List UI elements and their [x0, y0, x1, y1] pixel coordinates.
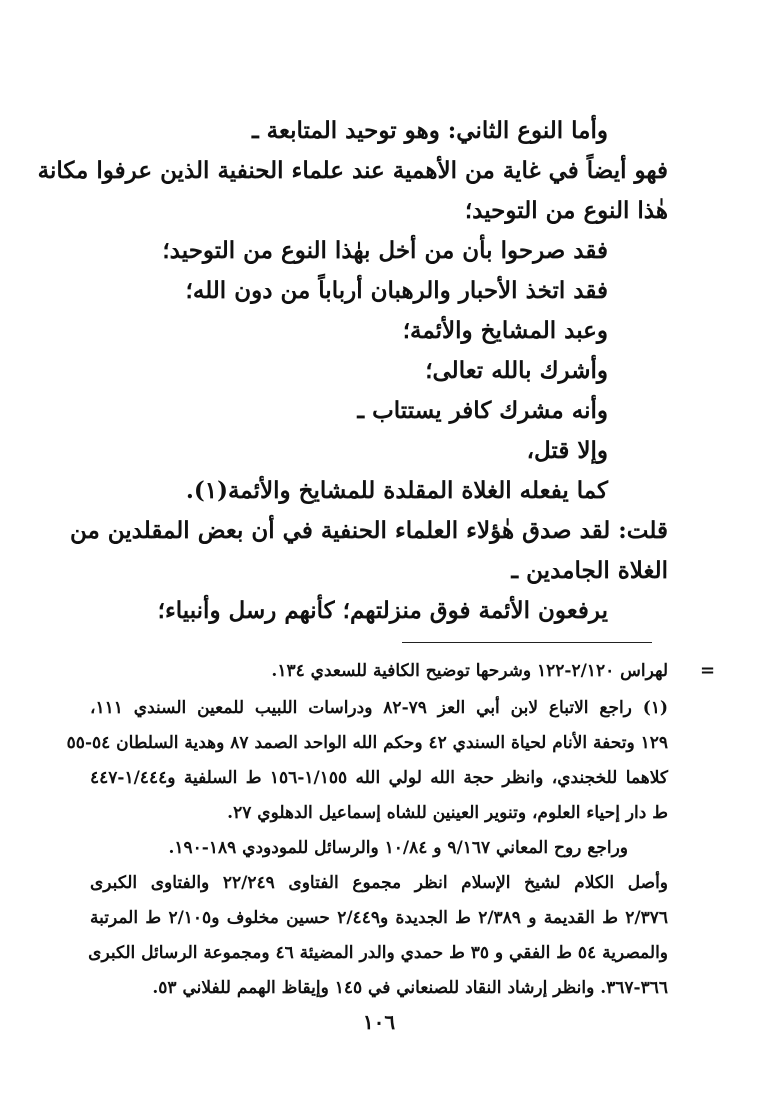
main-line-2: فهو أيضاً في غاية من الأهمية عند علماء الحنفية الذين عرفوا مكانة — [37, 157, 668, 184]
footnote-line-6: وراجع روح المعاني ٩/١٦٧ و ١٠/٨٤ والرسائل للمودودي ١٨٩-١٩٠. — [168, 838, 628, 858]
main-line-3: هٰذا النوع من التوحيد؛ — [464, 197, 668, 224]
footnote-line-4: كلاهما للخجندي، وانظر حجة الله لولي الله ١/١٥٥-١٥٦ ط السلفية و١/٤٤٤-٤٤٧ — [90, 768, 668, 788]
main-line-13: يرفعون الأئمة فوق منزلتهم؛ كأنهم رسل وأنبياء؛ — [157, 597, 608, 624]
footnote-line-5: ط دار إحياء العلوم، وتنوير العينين للشاه إسماعيل الدهلوي ٢٧. — [227, 803, 668, 823]
footnote-separator — [402, 642, 652, 643]
footnote-line-3: ١٢٩ وتحفة الأنام لحياة السندي ٤٢ وحكم الله الواحد الصمد ٨٧ وهدية السلطان ٥٤-٥٥ — [66, 733, 668, 753]
footnote-line-9: والمصرية ٥٤ ط الفقي و ٣٥ ط حمدي والدر المضيئة ٤٦ ومجموعة الرسائل الكبرى — [88, 943, 668, 963]
main-line-7: وأشرك بالله تعالى؛ — [425, 357, 608, 384]
footnote-line-7: وأصل الكلام لشيخ الإسلام انظر مجموع الفتاوى ٢٢/٢٤٩ والفتاوى الكبرى — [90, 873, 669, 893]
page-number: ١٠٦ — [362, 1010, 396, 1034]
footnote-continuation-marker: = — [700, 660, 716, 681]
main-line-5: فقد اتخذ الأحبار والرهبان أرباباً من دون الله؛ — [185, 277, 608, 304]
main-line-9: وإلا قتل، — [526, 437, 608, 464]
main-line-10: كما يفعله الغلاة المقلدة للمشايخ والأئمة(١). — [185, 477, 608, 504]
main-line-1: وأما النوع الثاني: وهو توحيد المتابعة ـ — [251, 117, 608, 144]
footnote-line-1: لهراس ٢/١٢٠-١٢٢ وشرحها توضيح الكافية للسعدي ١٣٤. — [271, 661, 668, 681]
main-line-4: فقد صرحوا بأن من أخل بهٰذا النوع من التوحيد؛ — [162, 237, 608, 264]
main-line-6: وعبد المشايخ والأئمة؛ — [402, 317, 608, 344]
footnote-line-8: ٢/٣٧٦ ط القديمة و ٢/٣٨٩ ط الجديدة و٢/٤٤٩ حسين مخلوف و٢/١٠٥ ط المرتبة — [90, 908, 668, 928]
main-line-11: قلت: لقد صدق هٰؤلاء العلماء الحنفية في أن بعض المقلدين من — [69, 517, 668, 544]
footnote-line-2: (١) راجع الاتباع لابن أبي العز ٧٩-٨٢ ودراسات اللبيب للمعين السندي ١١١، — [90, 698, 668, 718]
main-line-12: الغلاة الجامدين ـ — [511, 557, 668, 584]
footnote-line-10: ٣٦٦-٣٦٧. وانظر إرشاد النقاد للصنعاني في ١٤٥ وإيقاظ الهمم للفلاني ٥٣. — [152, 978, 668, 998]
main-line-8: وأنه مشرك كافر يستتاب ـ — [357, 397, 608, 424]
